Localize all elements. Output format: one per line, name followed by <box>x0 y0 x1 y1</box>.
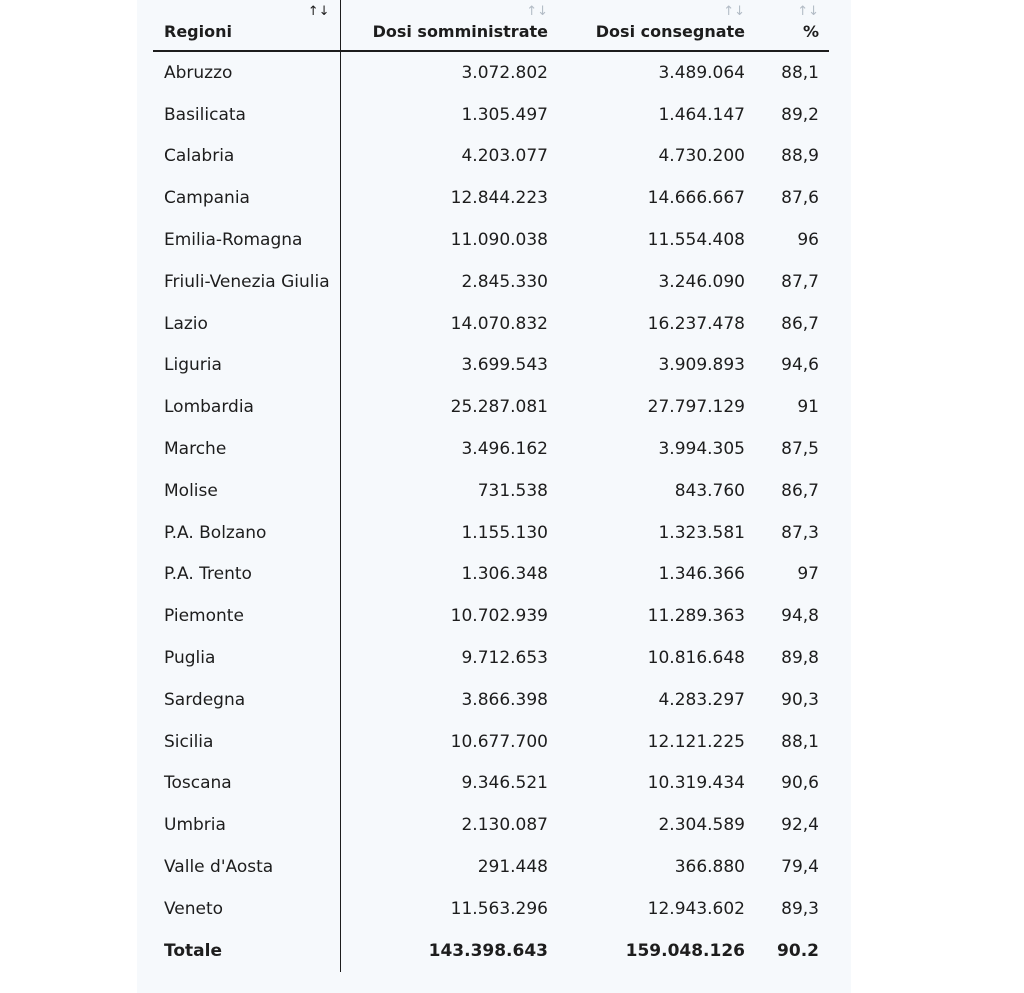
cell-regione: Lombardia <box>153 386 340 428</box>
cell-dosi-consegnate: 12.121.225 <box>647 731 745 752</box>
cell-dosi-consegnate: 16.237.478 <box>647 313 745 334</box>
cell-dosi-consegnate: 3.246.090 <box>658 271 745 292</box>
cell-percent: 92,4 <box>781 815 819 836</box>
header-regioni-label: Regioni <box>164 22 232 41</box>
cell-percent: 94,8 <box>781 606 819 627</box>
cell-regione: Abruzzo <box>153 51 340 94</box>
table-row <box>153 219 829 261</box>
table-row <box>153 303 829 345</box>
table-row <box>153 804 829 846</box>
table-header-row <box>153 0 829 51</box>
total-cell-regione: Totale <box>153 930 340 972</box>
table-panel <box>137 0 851 993</box>
cell-percent: 89,2 <box>781 104 819 125</box>
cell-dosi-consegnate: 11.554.408 <box>647 230 745 251</box>
cell-dosi-somministrate: 2.130.087 <box>461 815 548 836</box>
cell-percent: 89,8 <box>781 648 819 669</box>
cell-regione: Marche <box>153 428 340 470</box>
cell-percent: 88,1 <box>781 62 819 83</box>
cell-dosi-somministrate: 3.496.162 <box>461 439 548 460</box>
cell-dosi-consegnate: 3.909.893 <box>658 355 745 376</box>
header-dosi-consegnate-label: Dosi consegnate <box>595 22 745 41</box>
table-row <box>153 721 829 763</box>
table-row <box>153 261 829 303</box>
cell-percent: 90,6 <box>781 773 819 794</box>
cell-percent: 91 <box>797 397 819 418</box>
cell-dosi-consegnate: 3.489.064 <box>658 62 745 83</box>
vaccine-doses-table <box>153 0 829 972</box>
header-dosi-somministrate-label: Dosi somministrate <box>372 22 548 41</box>
cell-dosi-consegnate: 10.319.434 <box>647 773 745 794</box>
table-row <box>153 512 829 554</box>
cell-dosi-consegnate: 10.816.648 <box>647 648 745 669</box>
cell-dosi-somministrate: 291.448 <box>477 857 548 878</box>
table-row <box>153 345 829 387</box>
cell-regione: P.A. Bolzano <box>153 512 340 554</box>
table-row <box>153 428 829 470</box>
cell-dosi-consegnate: 12.943.602 <box>647 898 745 919</box>
total-cell-percent: 90.2 <box>777 940 819 961</box>
cell-dosi-somministrate: 3.866.398 <box>461 689 548 710</box>
cell-dosi-consegnate: 4.730.200 <box>658 146 745 167</box>
cell-percent: 94,6 <box>781 355 819 376</box>
cell-dosi-somministrate: 1.305.497 <box>461 104 548 125</box>
table-row <box>153 679 829 721</box>
cell-dosi-somministrate: 4.203.077 <box>461 146 548 167</box>
cell-percent: 88,1 <box>781 731 819 752</box>
cell-dosi-somministrate: 12.844.223 <box>450 188 548 209</box>
total-cell-dosi-somministrate: 143.398.643 <box>428 940 548 961</box>
table-row <box>153 386 829 428</box>
cell-dosi-somministrate: 731.538 <box>477 480 548 501</box>
cell-percent: 88,9 <box>781 146 819 167</box>
cell-dosi-consegnate: 4.283.297 <box>658 689 745 710</box>
table-row <box>153 470 829 512</box>
cell-percent: 87,7 <box>781 271 819 292</box>
cell-dosi-somministrate: 9.346.521 <box>461 773 548 794</box>
header-dosi-consegnate[interactable] <box>558 0 755 51</box>
cell-regione: Sicilia <box>153 721 340 763</box>
cell-regione: Campania <box>153 177 340 219</box>
cell-dosi-somministrate: 25.287.081 <box>450 397 548 418</box>
cell-dosi-somministrate: 3.072.802 <box>461 62 548 83</box>
cell-dosi-consegnate: 366.880 <box>674 857 745 878</box>
table-row <box>153 637 829 679</box>
cell-percent: 89,3 <box>781 898 819 919</box>
header-dosi-somministrate[interactable] <box>340 0 558 51</box>
cell-dosi-somministrate: 9.712.653 <box>461 648 548 669</box>
cell-dosi-consegnate: 14.666.667 <box>647 188 745 209</box>
cell-regione: Toscana <box>153 763 340 805</box>
cell-percent: 87,6 <box>781 188 819 209</box>
sort-arrows-icon[interactable]: ↑↓ <box>797 4 819 19</box>
header-regioni[interactable] <box>153 0 340 51</box>
table-row <box>153 177 829 219</box>
table-row <box>153 554 829 596</box>
cell-dosi-consegnate: 2.304.589 <box>658 815 745 836</box>
cell-percent: 79,4 <box>781 857 819 878</box>
cell-regione: Liguria <box>153 345 340 387</box>
cell-dosi-somministrate: 1.155.130 <box>461 522 548 543</box>
sort-arrows-icon[interactable]: ↑↓ <box>526 4 548 19</box>
cell-regione: Basilicata <box>153 94 340 136</box>
cell-percent: 87,3 <box>781 522 819 543</box>
cell-regione: Puglia <box>153 637 340 679</box>
table-row <box>153 846 829 888</box>
cell-dosi-somministrate: 10.702.939 <box>450 606 548 627</box>
table-body <box>153 51 829 972</box>
cell-percent: 90,3 <box>781 689 819 710</box>
cell-regione: Veneto <box>153 888 340 930</box>
cell-regione: Valle d'Aosta <box>153 846 340 888</box>
table-row <box>153 763 829 805</box>
cell-dosi-consegnate: 27.797.129 <box>647 397 745 418</box>
cell-regione: Lazio <box>153 303 340 345</box>
table-row <box>153 94 829 136</box>
table-total-row <box>153 930 829 972</box>
cell-dosi-somministrate: 1.306.348 <box>461 564 548 585</box>
cell-regione: P.A. Trento <box>153 554 340 596</box>
cell-percent: 87,5 <box>781 439 819 460</box>
cell-dosi-somministrate: 3.699.543 <box>461 355 548 376</box>
cell-dosi-somministrate: 11.090.038 <box>450 230 548 251</box>
table-row <box>153 136 829 178</box>
cell-dosi-consegnate: 1.346.366 <box>658 564 745 585</box>
cell-percent: 86,7 <box>781 313 819 334</box>
cell-dosi-consegnate: 1.464.147 <box>658 104 745 125</box>
sort-arrows-icon[interactable]: ↑↓ <box>723 4 745 19</box>
total-cell-dosi-consegnate: 159.048.126 <box>625 940 745 961</box>
cell-dosi-consegnate: 1.323.581 <box>658 522 745 543</box>
cell-dosi-somministrate: 10.677.700 <box>450 731 548 752</box>
cell-regione: Calabria <box>153 136 340 178</box>
cell-dosi-somministrate: 11.563.296 <box>450 898 548 919</box>
cell-regione: Emilia-Romagna <box>153 219 340 261</box>
header-percent-label: % <box>802 22 819 41</box>
cell-percent: 97 <box>797 564 819 585</box>
cell-regione: Umbria <box>153 804 340 846</box>
cell-dosi-somministrate: 2.845.330 <box>461 271 548 292</box>
cell-percent: 96 <box>797 230 819 251</box>
cell-regione: Sardegna <box>153 679 340 721</box>
sort-arrows-icon[interactable]: ↑↓ <box>307 4 330 19</box>
cell-dosi-consegnate: 11.289.363 <box>647 606 745 627</box>
cell-dosi-consegnate: 3.994.305 <box>658 439 745 460</box>
cell-dosi-consegnate: 843.760 <box>674 480 745 501</box>
table-row <box>153 51 829 94</box>
cell-regione: Piemonte <box>153 595 340 637</box>
cell-percent: 86,7 <box>781 480 819 501</box>
table-row <box>153 888 829 930</box>
cell-regione: Molise <box>153 470 340 512</box>
cell-dosi-somministrate: 14.070.832 <box>450 313 548 334</box>
cell-regione: Friuli-Venezia Giulia <box>153 261 340 303</box>
header-percent[interactable] <box>755 0 829 51</box>
table-row <box>153 595 829 637</box>
